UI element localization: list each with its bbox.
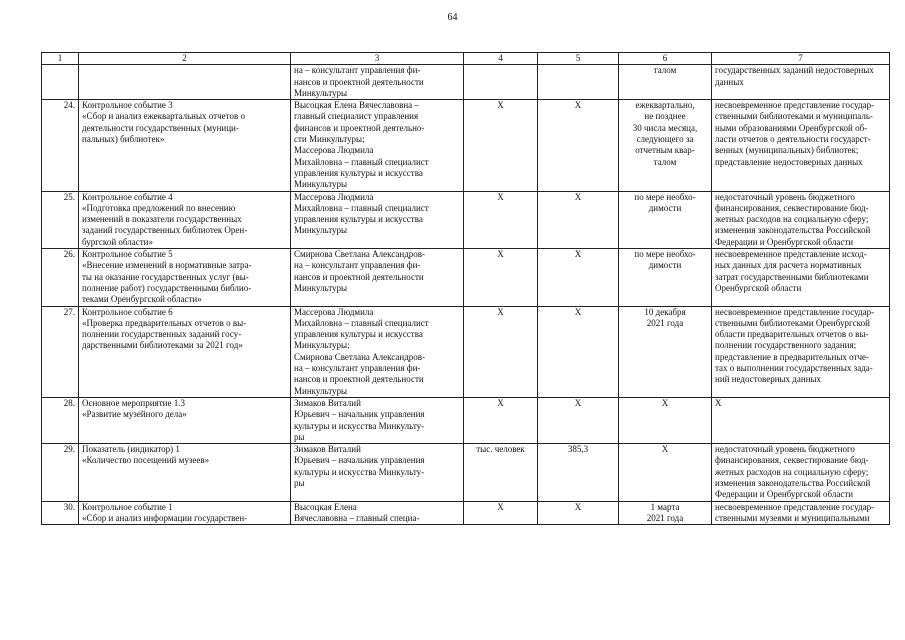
value-cell: Х <box>538 501 619 525</box>
unit-cell: Х <box>464 306 538 397</box>
unit-cell: Х <box>464 100 538 191</box>
deadline-cell: Х <box>619 397 712 443</box>
row-number-cell: 24. <box>42 100 79 191</box>
table-row <box>42 444 890 501</box>
responsible-cell: Высоцкая Елена Вячеславовна – главный специа- <box>291 501 464 525</box>
unit-cell: Х <box>464 501 538 525</box>
value-cell: Х <box>538 100 619 191</box>
responsible-cell: Массерова Людмила Михайловна – главный специалист управления культуры и искусства Минкультуры <box>291 191 464 248</box>
unit-cell: Х <box>464 191 538 248</box>
value-cell: Х <box>538 249 619 306</box>
row-number-cell: 30. <box>42 501 79 525</box>
value-cell: Х <box>538 191 619 248</box>
risk-cell: несвоевременное представление государ- ственными библиотеками Оренбургской области предварительных отчетов о вы- полнении государственного задания; представление в предварительных отче- тах о выполнении государственных зада- ний недостоверных данных <box>712 306 890 397</box>
table-row <box>42 191 890 248</box>
unit-cell: Х <box>464 249 538 306</box>
column-header: 7 <box>712 53 890 65</box>
responsible-cell: Зимаков Виталий Юрьевич – начальник управления культуры и искусства Минкульту- ры <box>291 397 464 443</box>
column-header: 1 <box>42 53 79 65</box>
deadline-cell: ежеквартально, не позднее 30 числа месяца, следующего за отчетным квар- талом <box>619 100 712 191</box>
value-cell <box>538 65 619 100</box>
table-row <box>42 100 890 191</box>
event-cell: Контрольное событие 3 «Сбор и анализ ежеквартальных отчетов о деятельности государственных (муници- пальных) библиотек» <box>79 100 291 191</box>
deadline-cell: 10 декабря 2021 года <box>619 306 712 397</box>
risk-cell: государственных заданий недостоверных данных <box>712 65 890 100</box>
table-row <box>42 249 890 306</box>
deadline-cell: 1 марта 2021 года <box>619 501 712 525</box>
column-header: 3 <box>291 53 464 65</box>
table-row <box>42 306 890 397</box>
risk-cell: несвоевременное представление исход- ных данных для расчета нормативных затрат государственными библиотеками Оренбургской области <box>712 249 890 306</box>
risk-cell: недостаточный уровень бюджетного финансирования, секвестирование бюд- жетных расходов на социальную сферу; изменения законодательства Российской Федерации и Оренбургской области <box>712 191 890 248</box>
responsible-cell: Массерова Людмила Михайловна – главный специалист управления культуры и искусства Минкультуры; Смирнова Светлана Александров- на – консультант управления фи- нансов и проектной деятельности Минкультуры <box>291 306 464 397</box>
monitoring-table <box>41 52 890 525</box>
event-cell: Контрольное событие 4 «Подготовка предложений по внесению изменений в показатели государственных заданий государственных библиотек Орен- бургской области» <box>79 191 291 248</box>
deadline-cell: талом <box>619 65 712 100</box>
row-number-cell: 29. <box>42 444 79 501</box>
column-header: 2 <box>79 53 291 65</box>
event-cell <box>79 65 291 100</box>
risk-cell: Х <box>712 397 890 443</box>
responsible-cell: Зимаков Виталий Юрьевич – начальник управления культуры и искусства Минкульту- ры <box>291 444 464 501</box>
risk-cell: несвоевременное представление государ- ственными библиотеками и муниципаль- ными образованиями Оренбургской об- ласти отчетов о деятельности государст- венных (муниципальных) библиотек; представление недостоверных данных <box>712 100 890 191</box>
page-number: 64 <box>447 12 458 23</box>
unit-cell <box>464 65 538 100</box>
column-header: 5 <box>538 53 619 65</box>
table-row <box>42 397 890 443</box>
event-cell: Контрольное событие 1 «Сбор и анализ информации государствен- <box>79 501 291 525</box>
unit-cell: тыс. человек <box>464 444 538 501</box>
event-cell: Показатель (индикатор) 1 «Количество посещений музеев» <box>79 444 291 501</box>
column-header: 4 <box>464 53 538 65</box>
deadline-cell: по мере необхо- димости <box>619 191 712 248</box>
event-cell: Контрольное событие 5 «Внесение изменений в нормативные затра- ты на оказание государственных услуг (вы- полнение работ) государственными библио- теками Оренбургской области» <box>79 249 291 306</box>
value-cell: Х <box>538 306 619 397</box>
responsible-cell: Смирнова Светлана Александров- на – консультант управления фи- нансов и проектной деятельности Минкультуры <box>291 249 464 306</box>
risk-cell: несвоевременное представление государ- ственными музеями и муниципальными <box>712 501 890 525</box>
column-header: 6 <box>619 53 712 65</box>
table-row <box>42 501 890 525</box>
row-number-cell: 28. <box>42 397 79 443</box>
table-row <box>42 65 890 100</box>
unit-cell: Х <box>464 397 538 443</box>
row-number-cell: 25. <box>42 191 79 248</box>
responsible-cell: Высоцкая Елена Вячеславовна – главный специалист управления финансов и проектной деятельно- сти Минкультуры; Массерова Людмила Михайловна – главный специалист управления культуры и искусства Минкультуры <box>291 100 464 191</box>
event-cell: Основное мероприятие 1.3 «Развитие музейного дела» <box>79 397 291 443</box>
risk-cell: недостаточный уровень бюджетного финансирования, секвестирование бюд- жетных расходов на социальную сферу; изменения законодательства Российской Федерации и Оренбургской области <box>712 444 890 501</box>
value-cell: Х <box>538 397 619 443</box>
row-number-cell <box>42 65 79 100</box>
row-number-cell: 27. <box>42 306 79 397</box>
deadline-cell: по мере необхо- димости <box>619 249 712 306</box>
row-number-cell: 26. <box>42 249 79 306</box>
responsible-cell: на – консультант управления фи- нансов и проектной деятельности Минкультуры <box>291 65 464 100</box>
value-cell: 385,3 <box>538 444 619 501</box>
event-cell: Контрольное событие 6 «Проверка предварительных отчетов о вы- полнении государственных заданий госу- дарственными библиотеками за 2021 год» <box>79 306 291 397</box>
header-row <box>42 53 890 65</box>
deadline-cell: Х <box>619 444 712 501</box>
